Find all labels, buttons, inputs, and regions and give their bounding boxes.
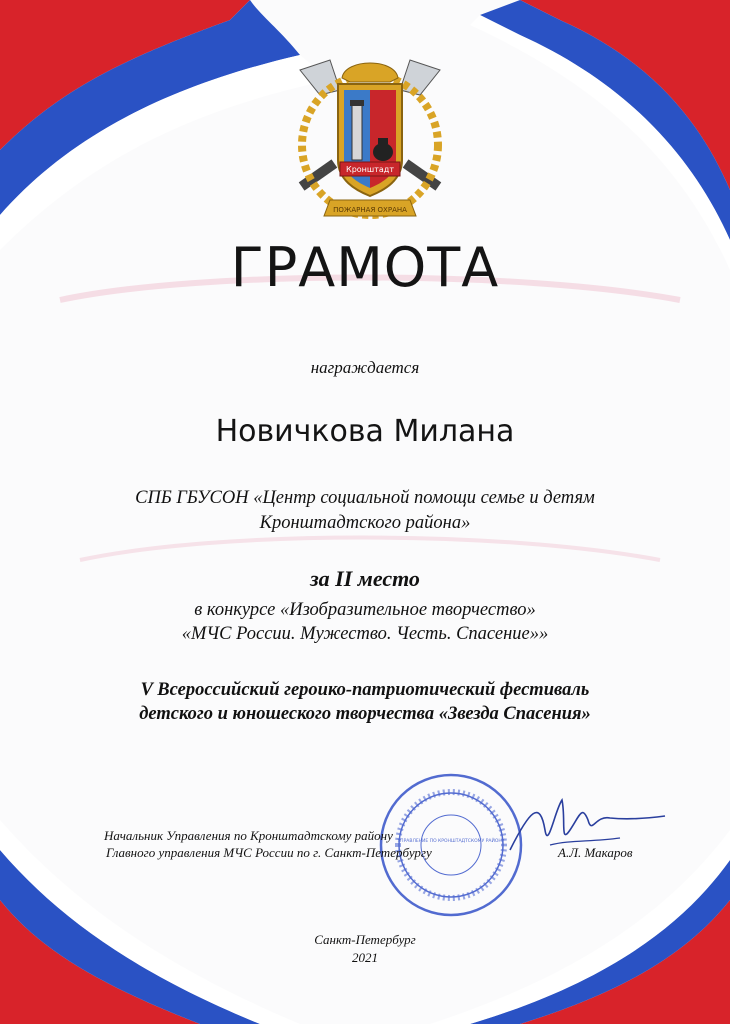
emblem-bottom-text: ПОЖАРНАЯ ОХРАНА bbox=[333, 206, 407, 214]
certificate-title: ГРАМОТА bbox=[230, 236, 500, 299]
city-text: Санкт-Петербург bbox=[314, 932, 416, 947]
emblem-ribbon-text: Кронштадт bbox=[346, 165, 394, 174]
organization-line-1: СПБ ГБУСОН «Центр социальной помощи семье и детям bbox=[135, 488, 595, 508]
awarded-text: награждается bbox=[310, 358, 420, 377]
signatory-title-line-2: Главного управления МЧС России по г. Санкт-Петербургу bbox=[106, 845, 432, 860]
festival-line-1: V Всероссийский героико-патриотический фестиваль bbox=[140, 680, 590, 700]
contest-block bbox=[0, 598, 730, 646]
contest-line-1: в конкурсе «Изобразительное творчество» bbox=[194, 600, 536, 620]
stamp-center-text: УПРАВЛЕНИЕ ПО КРОНШТАДТСКОМУ РАЙОНУ bbox=[397, 839, 505, 844]
organization-block bbox=[0, 486, 730, 536]
signatory-title-line-1: Начальник Управления по Кронштадтскому району bbox=[104, 828, 393, 843]
festival-block bbox=[0, 678, 730, 726]
recipient-name: Новичкова Милана bbox=[215, 414, 515, 449]
fire-department-emblem-icon bbox=[290, 50, 450, 225]
year-text: 2021 bbox=[352, 950, 378, 965]
contest-line-2: «МЧС России. Мужество. Честь. Спасение»» bbox=[181, 624, 549, 644]
place-text: за II место bbox=[310, 566, 420, 591]
festival-line-2: детского и юношеского творчества «Звезда Спасения» bbox=[139, 704, 591, 724]
organization-line-2: Кронштадтского района» bbox=[259, 513, 471, 533]
signatory-name: А.Л. Макаров bbox=[558, 845, 633, 860]
